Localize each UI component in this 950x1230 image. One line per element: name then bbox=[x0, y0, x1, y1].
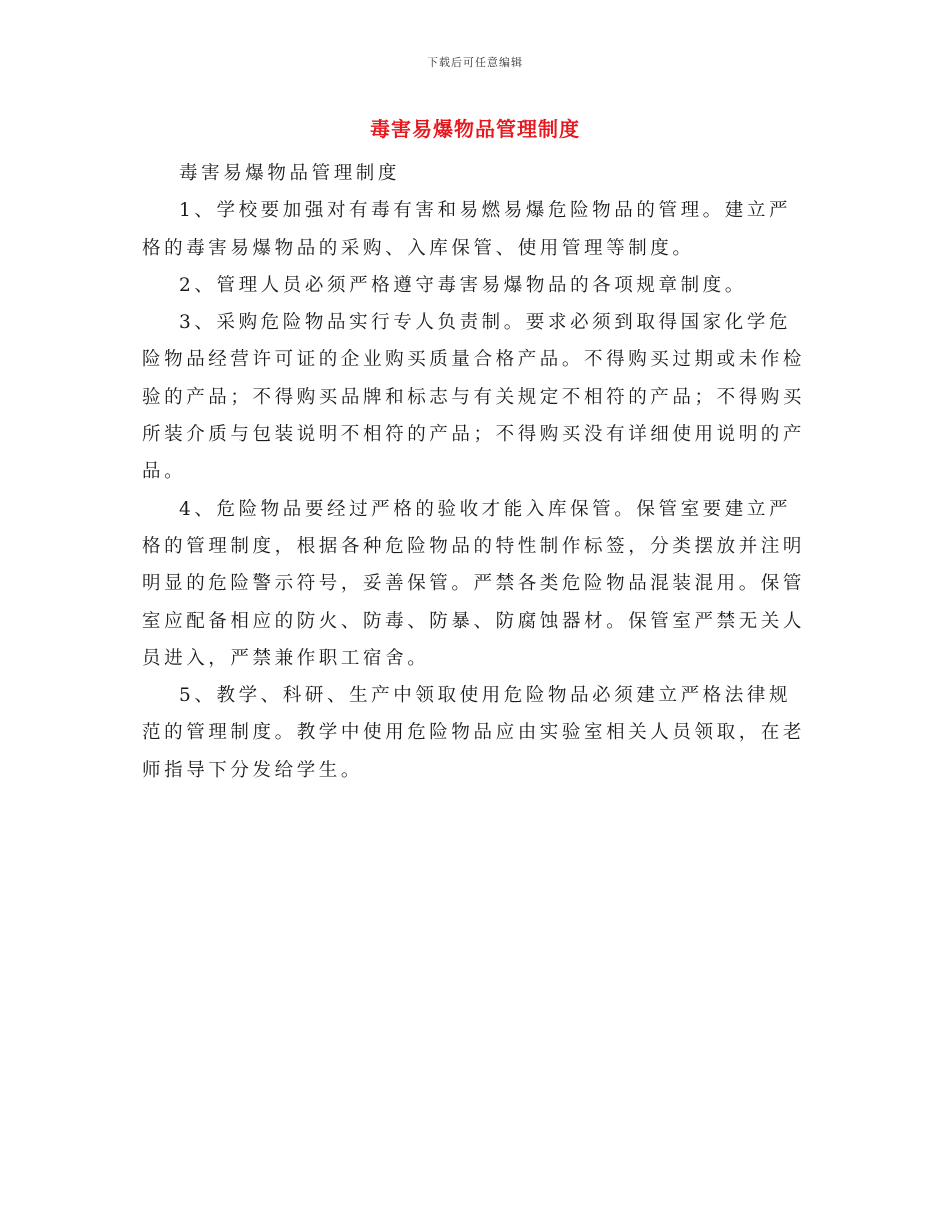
document-body bbox=[142, 155, 812, 789]
document-title: 毒害易爆物品管理制度 bbox=[370, 117, 580, 141]
paragraph-item-1: 1、学校要加强对有毒有害和易燃易爆危险物品的管理。建立严格的毒害易爆物品的采购、入库保管、使用管理等制度。 bbox=[142, 200, 792, 259]
paragraph-item-4: 4、危险物品要经过严格的验收才能入库保管。保管室要建立严格的管理制度，根据各种危险物品的特性制作标签，分类摆放并注明明显的危险警示符号，妥善保管。严禁各类危险物品混装混用。保管室应配备相应的防火、防毒、防暴、防腐蚀器材。保管室严禁无关人员进入，严禁兼作职工宿舍。 bbox=[142, 498, 806, 669]
paragraph-item-3: 3、采购危险物品实行专人负责制。要求必须到取得国家化学危险物品经营许可证的企业购买质量合格产品。不得购买过期或未作检验的产品；不得购买品牌和标志与有关规定不相符的产品；不得购买所装介质与包装说明不相符的产品；不得购买没有详细使用说明的产品。 bbox=[142, 312, 806, 483]
paragraph-item-2: 2、管理人员必须严格遵守毒害易爆物品的各项规章制度。 bbox=[179, 274, 747, 296]
paragraph-item-5: 5、教学、科研、生产中领取使用危险物品必须建立严格法律规范的管理制度。教学中使用危险物品应由实验室相关人员领取，在老师指导下分发给学生。 bbox=[142, 685, 806, 781]
paragraph-subtitle: 毒害易爆物品管理制度 bbox=[179, 163, 401, 184]
header-note: 下载后可任意编辑 bbox=[427, 56, 523, 69]
